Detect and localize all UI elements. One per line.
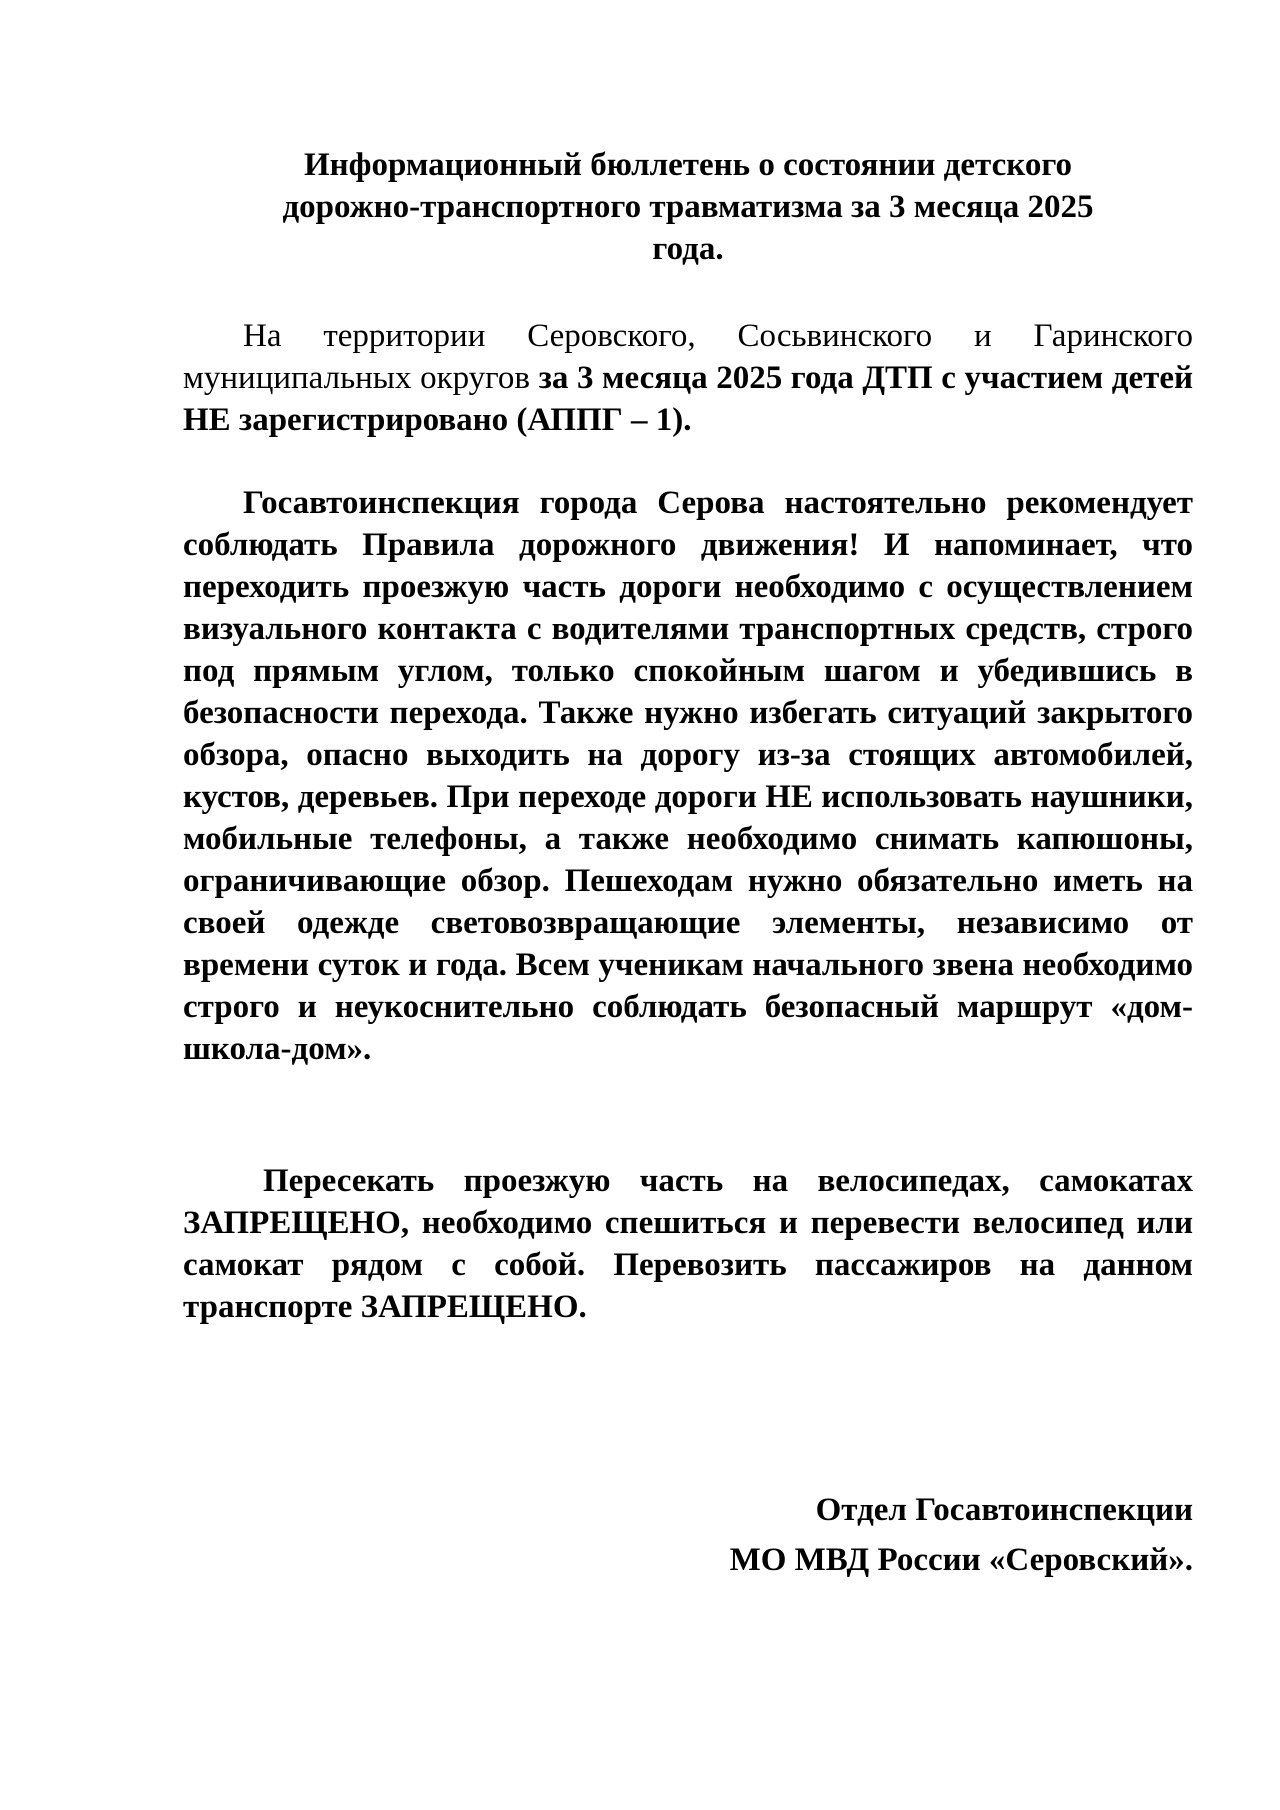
- signature-block: [730, 1485, 1193, 1585]
- title-line-2: дорожно-транспортного травматизма за 3 месяца 2025: [282, 189, 1094, 225]
- bulletin-title: [183, 144, 1193, 270]
- bicycle-scooter-paragraph: Пересекать проезжую часть на велосипедах, самокатах ЗАПРЕЩЕНО, необходимо спешиться и перевести велосипед или самокат рядом с собой. Перевозить пассажиров на данном транспорте ЗАПРЕЩЕНО.: [183, 1163, 1193, 1325]
- statistics-paragraph: [183, 315, 1193, 441]
- signature-line-2: МО МВД России «Серовский».: [729, 1542, 1193, 1578]
- safety-recommendations-paragraph: Госавтоинспекция города Серова настоятельно рекомендует соблюдать Правила дорожного движения! И напоминает, что переходить проезжую часть дороги необходимо с осуществлением визуального контакта с водителями транспортных средств, строго под прямым углом, только спокойным шагом и убедившись в безопасности перехода. Также нужно избегать ситуаций закрытого обзора, опасно выходить на дорогу из-за стоящих автомобилей, кустов, деревьев. При переходе дороги НЕ использовать наушники, мобильные телефоны, а также необходимо снимать капюшоны, ограничивающие обзор. Пешеходам нужно обязательно иметь на своей одежде световозвращающие элементы, независимо от времени суток и года. Всем ученикам начального звена необходимо строго и неукоснительно соблюдать безопасный маршрут «дом-школа-дом».: [183, 485, 1193, 1067]
- statistics-text: На территории Серовского, Сосьвинского и Гаринского муниципальных округов: [183, 318, 1193, 396]
- title-line-1: Информационный бюллетень о состоянии детского: [303, 147, 1073, 183]
- signature-line-1: Отдел Госавтоинспекции: [815, 1492, 1193, 1528]
- statistics-bold-text: за 3 месяца 2025 года ДТП с участием детей НЕ зарегистрировано (АППГ – 1).: [183, 360, 1193, 438]
- title-line-3: года.: [652, 231, 724, 267]
